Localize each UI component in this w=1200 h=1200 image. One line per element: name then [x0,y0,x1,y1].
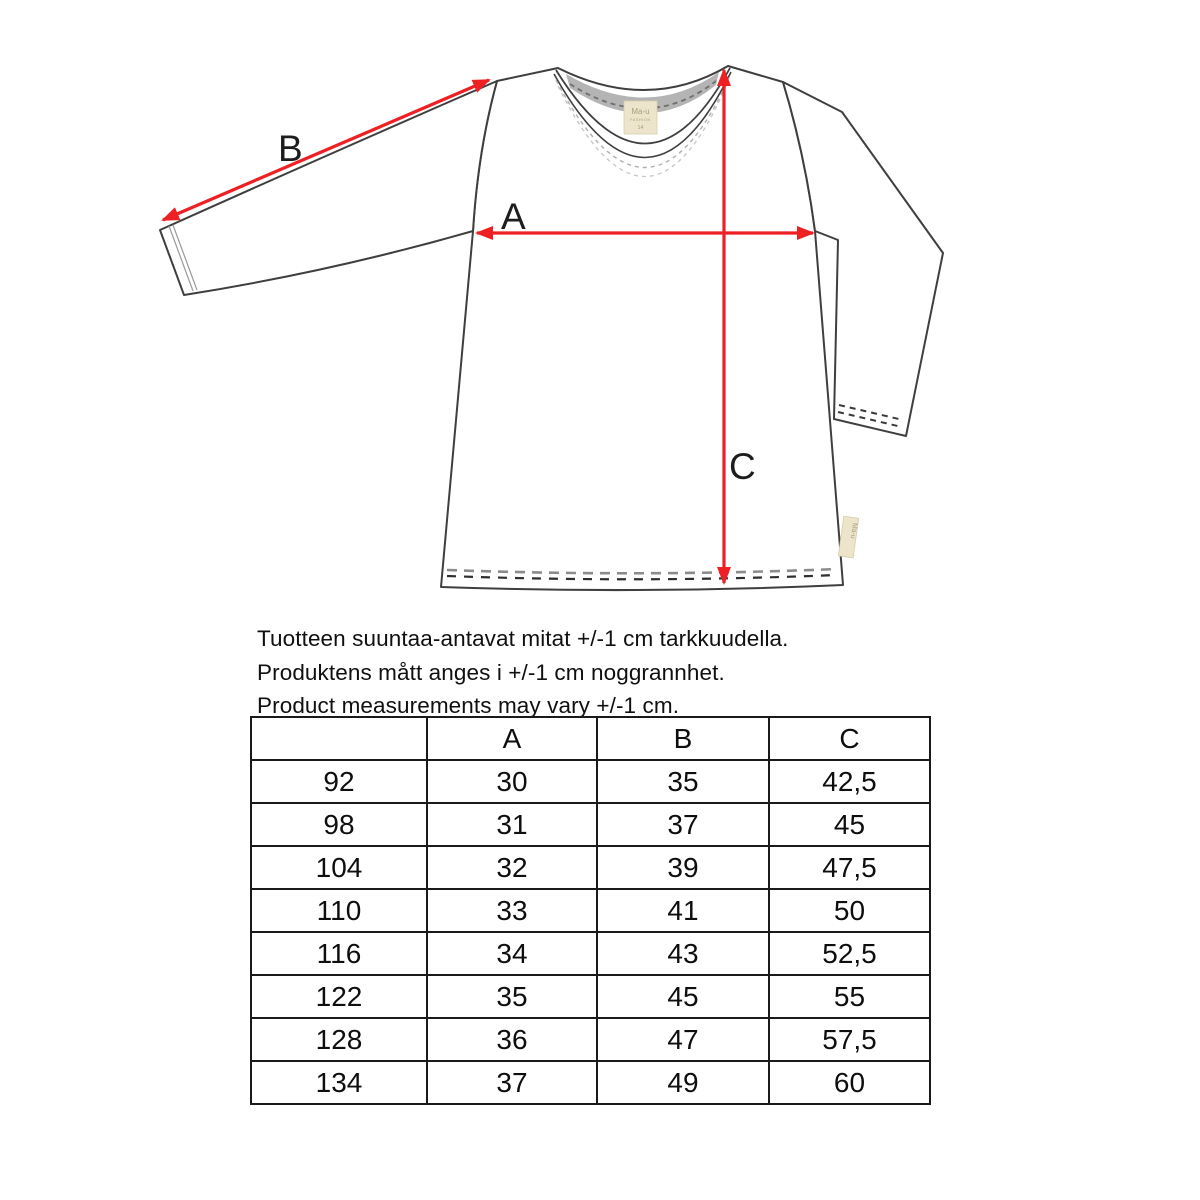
table-row [251,1018,930,1061]
size-cell: 92 [251,760,427,803]
table-cell: 32 [427,846,597,889]
table-cell: 34 [427,932,597,975]
size-cell: 104 [251,846,427,889]
table-cell: 37 [427,1061,597,1104]
col-header-b: B [597,717,769,760]
table-row [251,760,930,803]
table-cell: 55 [769,975,930,1018]
table-cell: 49 [597,1061,769,1104]
table-cell: 31 [427,803,597,846]
table-header-row [251,717,930,760]
table-row [251,975,930,1018]
table-cell: 41 [597,889,769,932]
table-row [251,846,930,889]
left-sleeve [160,81,497,295]
size-cell: 122 [251,975,427,1018]
care-label-sub: FASHION [630,118,651,122]
table-cell: 42,5 [769,760,930,803]
table-row [251,932,930,975]
table-row [251,803,930,846]
col-header-size [251,717,427,760]
note-finnish: Tuotteen suuntaa-antavat mitat +/-1 cm tarkkuudella. [257,626,789,651]
table-row [251,889,930,932]
size-cell: 128 [251,1018,427,1061]
col-header-c: C [769,717,930,760]
note-english: Product measurements may vary +/-1 cm. [257,693,680,718]
care-label [624,101,657,134]
table-cell: 47 [597,1018,769,1061]
table-cell: 57,5 [769,1018,930,1061]
dimension-label-b: B [278,128,303,169]
table-cell: 43 [597,932,769,975]
table-row [251,1061,930,1104]
size-cell: 134 [251,1061,427,1104]
care-label-size: 14 [637,125,644,131]
table-cell: 30 [427,760,597,803]
table-cell: 37 [597,803,769,846]
table-cell: 45 [769,803,930,846]
size-cell: 110 [251,889,427,932]
table-cell: 50 [769,889,930,932]
table-cell: 47,5 [769,846,930,889]
size-table [250,716,931,1105]
care-label-brand: Ma-u [631,107,650,116]
table-cell: 52,5 [769,932,930,975]
note-swedish: Produktens mått anges i +/-1 cm noggrannhet. [257,659,725,685]
dimension-label-c: C [729,446,756,487]
table-cell: 45 [597,975,769,1018]
table-cell: 60 [769,1061,930,1104]
table-cell: 33 [427,889,597,932]
size-cell: 98 [251,803,427,846]
dimension-label-a: A [501,196,526,237]
side-tag-text: Ma-u [848,522,859,540]
table-cell: 36 [427,1018,597,1061]
measurement-notes [257,622,789,723]
col-header-a: A [427,717,597,760]
size-cell: 116 [251,932,427,975]
table-cell: 35 [597,760,769,803]
table-cell: 39 [597,846,769,889]
table-cell: 35 [427,975,597,1018]
side-tag [838,516,858,558]
